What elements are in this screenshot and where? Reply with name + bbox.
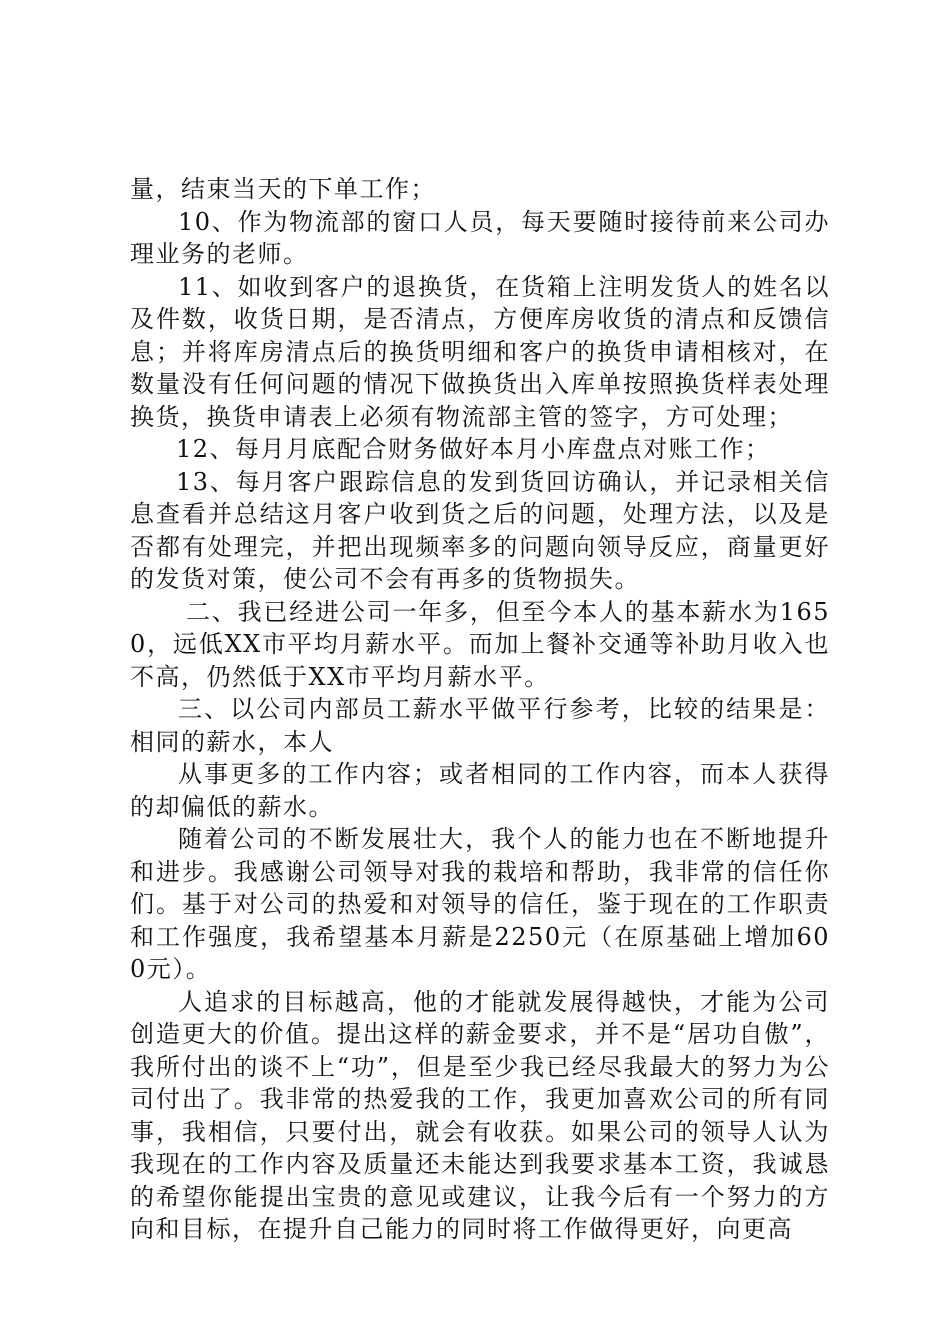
document-body: [130, 173, 830, 1246]
paragraph-8: 从事更多的工作内容；或者相同的工作内容，而本人获得的却偏低的薪水。: [130, 760, 830, 821]
paragraph-10: 人追求的目标越高，他的才能就发展得越快，才能为公司创造更大的价值。提出这样的薪金要求，并不是“居功自傲”，我所付出的谈不上“功”，但是至少我已经尽我最大的努力为公司付出了。我非常的热爱我的工作，我更加喜欢公司的所有同事，我相信，只要付出，就会有收获。如果公司的领导人认为我现在的工作内容及质量还未能达到我要求基本工资，我诚恳的希望你能提出宝贵的意见或建议，让我今后有一个努力的方向和目标，在提升自己能力的同时将工作做得更好，向更高: [130, 987, 830, 1243]
paragraph-9: 随着公司的不断发展壮大，我个人的能力也在不断地提升和进步。我感谢公司领导对我的栽培和帮助，我非常的信任你们。基于对公司的热爱和对领导的信任，鉴于现在的工作职责和工作强度，我希望基本月薪是2250元（在原基础上增加600元）。: [130, 825, 830, 983]
paragraph-3: 11、如收到客户的退换货，在货箱上注明发货人的姓名以及件数，收货日期，是否清点，方便库房收货的清点和反馈信息；并将库房清点后的换货明细和客户的换货申请相核对，在数量没有任何问题的情况下做换货出入库单按照换货样表处理换货，换货申请表上必须有物流部主管的签字，方可处理；: [130, 272, 830, 431]
paragraph-6: 二、我已经进公司一年多，但至今本人的基本薪水为1650，远低XX市平均月薪水平。而加上餐补交通等补助月收入也不高，仍然低于XX市平均月薪水平。: [130, 597, 830, 691]
paragraph-1: 量，结束当天的下单工作；: [130, 175, 436, 203]
paragraph-7: 三、以公司内部员工薪水平做平行参考，比较的结果是：相同的薪水，本人: [130, 695, 830, 756]
paragraph-4: 12、每月月底配合财务做好本月小库盘点对账工作；: [176, 435, 771, 463]
paragraph-2: 10、作为物流部的窗口人员，每天要随时接待前来公司办理业务的老师。: [130, 207, 830, 268]
paragraph-5: 13、每月客户跟踪信息的发到货回访确认，并记录相关信息查看并总结这月客户收到货之后的问题，处理方法，以及是否都有处理完，并把出现频率多的问题向领导反应，商量更好的发货对策，使公司不会有再多的货物损失。: [130, 467, 830, 593]
